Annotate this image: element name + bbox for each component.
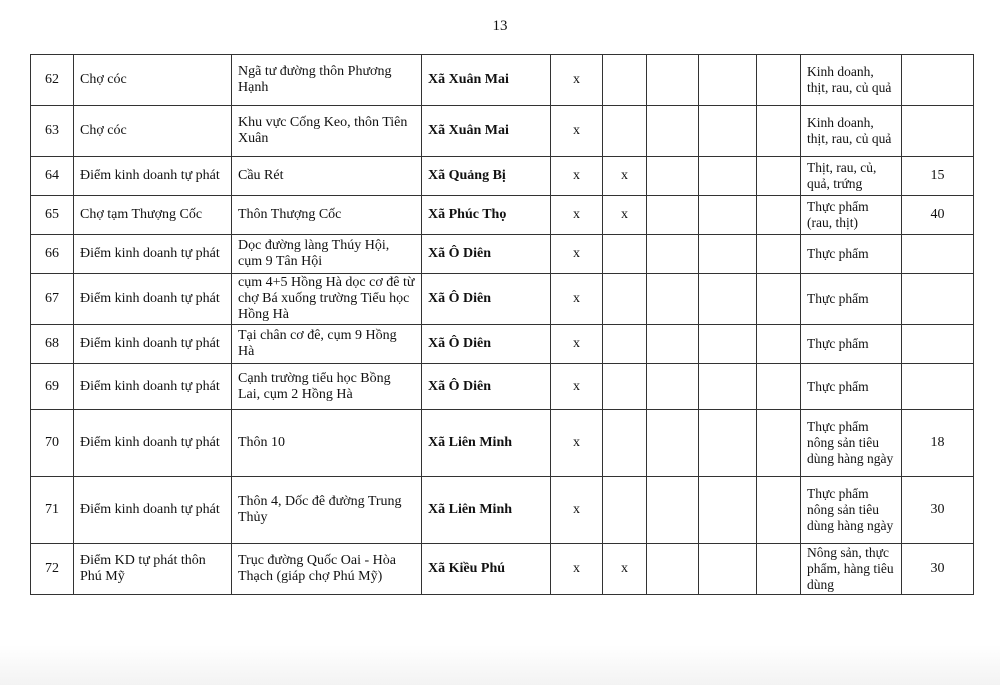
- commune-name: Xã Kiều Phú: [422, 544, 551, 595]
- row-number: 65: [31, 196, 74, 235]
- mark-cell: [603, 106, 647, 157]
- market-location: Tại chân cơ đê, cụm 9 Hồng Hà: [232, 325, 422, 364]
- vendor-count: 15: [902, 157, 974, 196]
- row-number: 63: [31, 106, 74, 157]
- mark-cell: [757, 410, 801, 477]
- table-row: [31, 410, 974, 477]
- mark-cell: x: [551, 235, 603, 274]
- mark-cell: [699, 364, 757, 410]
- table-row: [31, 325, 974, 364]
- mark-cell: [699, 196, 757, 235]
- commune-name: Xã Xuân Mai: [422, 55, 551, 106]
- market-location: Ngã tư đường thôn Phương Hạnh: [232, 55, 422, 106]
- market-name: Chợ cóc: [74, 106, 232, 157]
- market-name: Điểm kinh doanh tự phát: [74, 364, 232, 410]
- commune-name: Xã Liên Minh: [422, 477, 551, 544]
- table-row: [31, 157, 974, 196]
- market-name: Điểm kinh doanh tự phát: [74, 274, 232, 325]
- goods-type: Nông sản, thực phẩm, hàng tiêu dùng: [801, 544, 902, 595]
- market-location: Cầu Rét: [232, 157, 422, 196]
- commune-name: Xã Ô Diên: [422, 364, 551, 410]
- mark-cell: [757, 235, 801, 274]
- goods-type: Kinh doanh, thịt, rau, củ quả: [801, 55, 902, 106]
- mark-cell: [647, 235, 699, 274]
- goods-type: Kinh doanh, thịt, rau, củ quả: [801, 106, 902, 157]
- row-number: 66: [31, 235, 74, 274]
- mark-cell: x: [551, 325, 603, 364]
- vendor-count: [902, 55, 974, 106]
- mark-cell: x: [551, 364, 603, 410]
- mark-cell: [647, 157, 699, 196]
- vendor-count: 30: [902, 544, 974, 595]
- market-location: cụm 4+5 Hồng Hà dọc cơ đê từ chợ Bá xuống trường Tiểu học Hồng Hà: [232, 274, 422, 325]
- mark-cell: [757, 55, 801, 106]
- row-number: 68: [31, 325, 74, 364]
- mark-cell: [603, 55, 647, 106]
- page-bottom-shade: [0, 645, 1000, 685]
- mark-cell: [603, 364, 647, 410]
- mark-cell: [603, 235, 647, 274]
- market-table: [30, 54, 974, 595]
- goods-type: Thực phẩm nông sản tiêu dùng hàng ngày: [801, 477, 902, 544]
- market-name: Điểm kinh doanh tự phát: [74, 325, 232, 364]
- mark-cell: x: [551, 410, 603, 477]
- table-row: [31, 544, 974, 595]
- mark-cell: [757, 196, 801, 235]
- mark-cell: [699, 477, 757, 544]
- mark-cell: [699, 325, 757, 364]
- mark-cell: [757, 157, 801, 196]
- mark-cell: x: [551, 106, 603, 157]
- table-row: [31, 55, 974, 106]
- commune-name: Xã Xuân Mai: [422, 106, 551, 157]
- goods-type: Thịt, rau, củ, quả, trứng: [801, 157, 902, 196]
- mark-cell: [757, 325, 801, 364]
- vendor-count: [902, 235, 974, 274]
- mark-cell: x: [551, 55, 603, 106]
- mark-cell: [603, 325, 647, 364]
- goods-type: Thực phẩm: [801, 235, 902, 274]
- row-number: 69: [31, 364, 74, 410]
- goods-type: Thực phẩm nông sản tiêu dùng hàng ngày: [801, 410, 902, 477]
- mark-cell: [603, 477, 647, 544]
- mark-cell: [757, 477, 801, 544]
- mark-cell: [647, 274, 699, 325]
- commune-name: Xã Ô Diên: [422, 325, 551, 364]
- mark-cell: [757, 274, 801, 325]
- mark-cell: [699, 157, 757, 196]
- table-row: [31, 274, 974, 325]
- market-name: Chợ tạm Thượng Cốc: [74, 196, 232, 235]
- mark-cell: x: [551, 544, 603, 595]
- mark-cell: [699, 274, 757, 325]
- table-row: [31, 196, 974, 235]
- mark-cell: [647, 364, 699, 410]
- market-location: Cạnh trường tiểu học Bồng Lai, cụm 2 Hồng Hà: [232, 364, 422, 410]
- commune-name: Xã Liên Minh: [422, 410, 551, 477]
- market-name: Chợ cóc: [74, 55, 232, 106]
- market-name: Điểm KD tự phát thôn Phú Mỹ: [74, 544, 232, 595]
- market-location: Khu vực Cống Keo, thôn Tiên Xuân: [232, 106, 422, 157]
- goods-type: Thực phẩm (rau, thịt): [801, 196, 902, 235]
- commune-name: Xã Quảng Bị: [422, 157, 551, 196]
- row-number: 71: [31, 477, 74, 544]
- mark-cell: [699, 106, 757, 157]
- vendor-count: [902, 106, 974, 157]
- mark-cell: [757, 106, 801, 157]
- commune-name: Xã Ô Diên: [422, 274, 551, 325]
- vendor-count: [902, 364, 974, 410]
- table-row: [31, 364, 974, 410]
- mark-cell: x: [603, 157, 647, 196]
- mark-cell: x: [551, 157, 603, 196]
- goods-type: Thực phẩm: [801, 364, 902, 410]
- table-row: [31, 106, 974, 157]
- mark-cell: x: [551, 274, 603, 325]
- vendor-count: [902, 325, 974, 364]
- mark-cell: x: [551, 477, 603, 544]
- market-name: Điểm kinh doanh tự phát: [74, 157, 232, 196]
- mark-cell: [699, 55, 757, 106]
- mark-cell: [699, 235, 757, 274]
- vendor-count: 30: [902, 477, 974, 544]
- mark-cell: [647, 55, 699, 106]
- row-number: 62: [31, 55, 74, 106]
- market-location: Dọc đường làng Thúy Hội, cụm 9 Tân Hội: [232, 235, 422, 274]
- market-name: Điểm kinh doanh tự phát: [74, 235, 232, 274]
- page-number: 13: [492, 18, 508, 34]
- table-row: [31, 477, 974, 544]
- table-row: [31, 235, 974, 274]
- mark-cell: x: [603, 196, 647, 235]
- mark-cell: [647, 477, 699, 544]
- mark-cell: [647, 544, 699, 595]
- vendor-count: 40: [902, 196, 974, 235]
- market-location: Trục đường Quốc Oai - Hòa Thạch (giáp chợ Phú Mỹ): [232, 544, 422, 595]
- mark-cell: [699, 544, 757, 595]
- mark-cell: x: [603, 544, 647, 595]
- mark-cell: [647, 196, 699, 235]
- goods-type: Thực phẩm: [801, 274, 902, 325]
- mark-cell: [647, 410, 699, 477]
- mark-cell: [757, 544, 801, 595]
- goods-type: Thực phẩm: [801, 325, 902, 364]
- market-name: Điểm kinh doanh tự phát: [74, 477, 232, 544]
- mark-cell: [647, 106, 699, 157]
- mark-cell: [757, 364, 801, 410]
- market-location: Thôn Thượng Cốc: [232, 196, 422, 235]
- row-number: 64: [31, 157, 74, 196]
- mark-cell: [647, 325, 699, 364]
- vendor-count: [902, 274, 974, 325]
- commune-name: Xã Phúc Thọ: [422, 196, 551, 235]
- market-name: Điểm kinh doanh tự phát: [74, 410, 232, 477]
- market-location: Thôn 4, Dốc đê đường Trung Thủy: [232, 477, 422, 544]
- market-location: Thôn 10: [232, 410, 422, 477]
- row-number: 70: [31, 410, 74, 477]
- commune-name: Xã Ô Diên: [422, 235, 551, 274]
- mark-cell: [603, 274, 647, 325]
- mark-cell: x: [551, 196, 603, 235]
- mark-cell: [699, 410, 757, 477]
- row-number: 67: [31, 274, 74, 325]
- mark-cell: [603, 410, 647, 477]
- row-number: 72: [31, 544, 74, 595]
- vendor-count: 18: [902, 410, 974, 477]
